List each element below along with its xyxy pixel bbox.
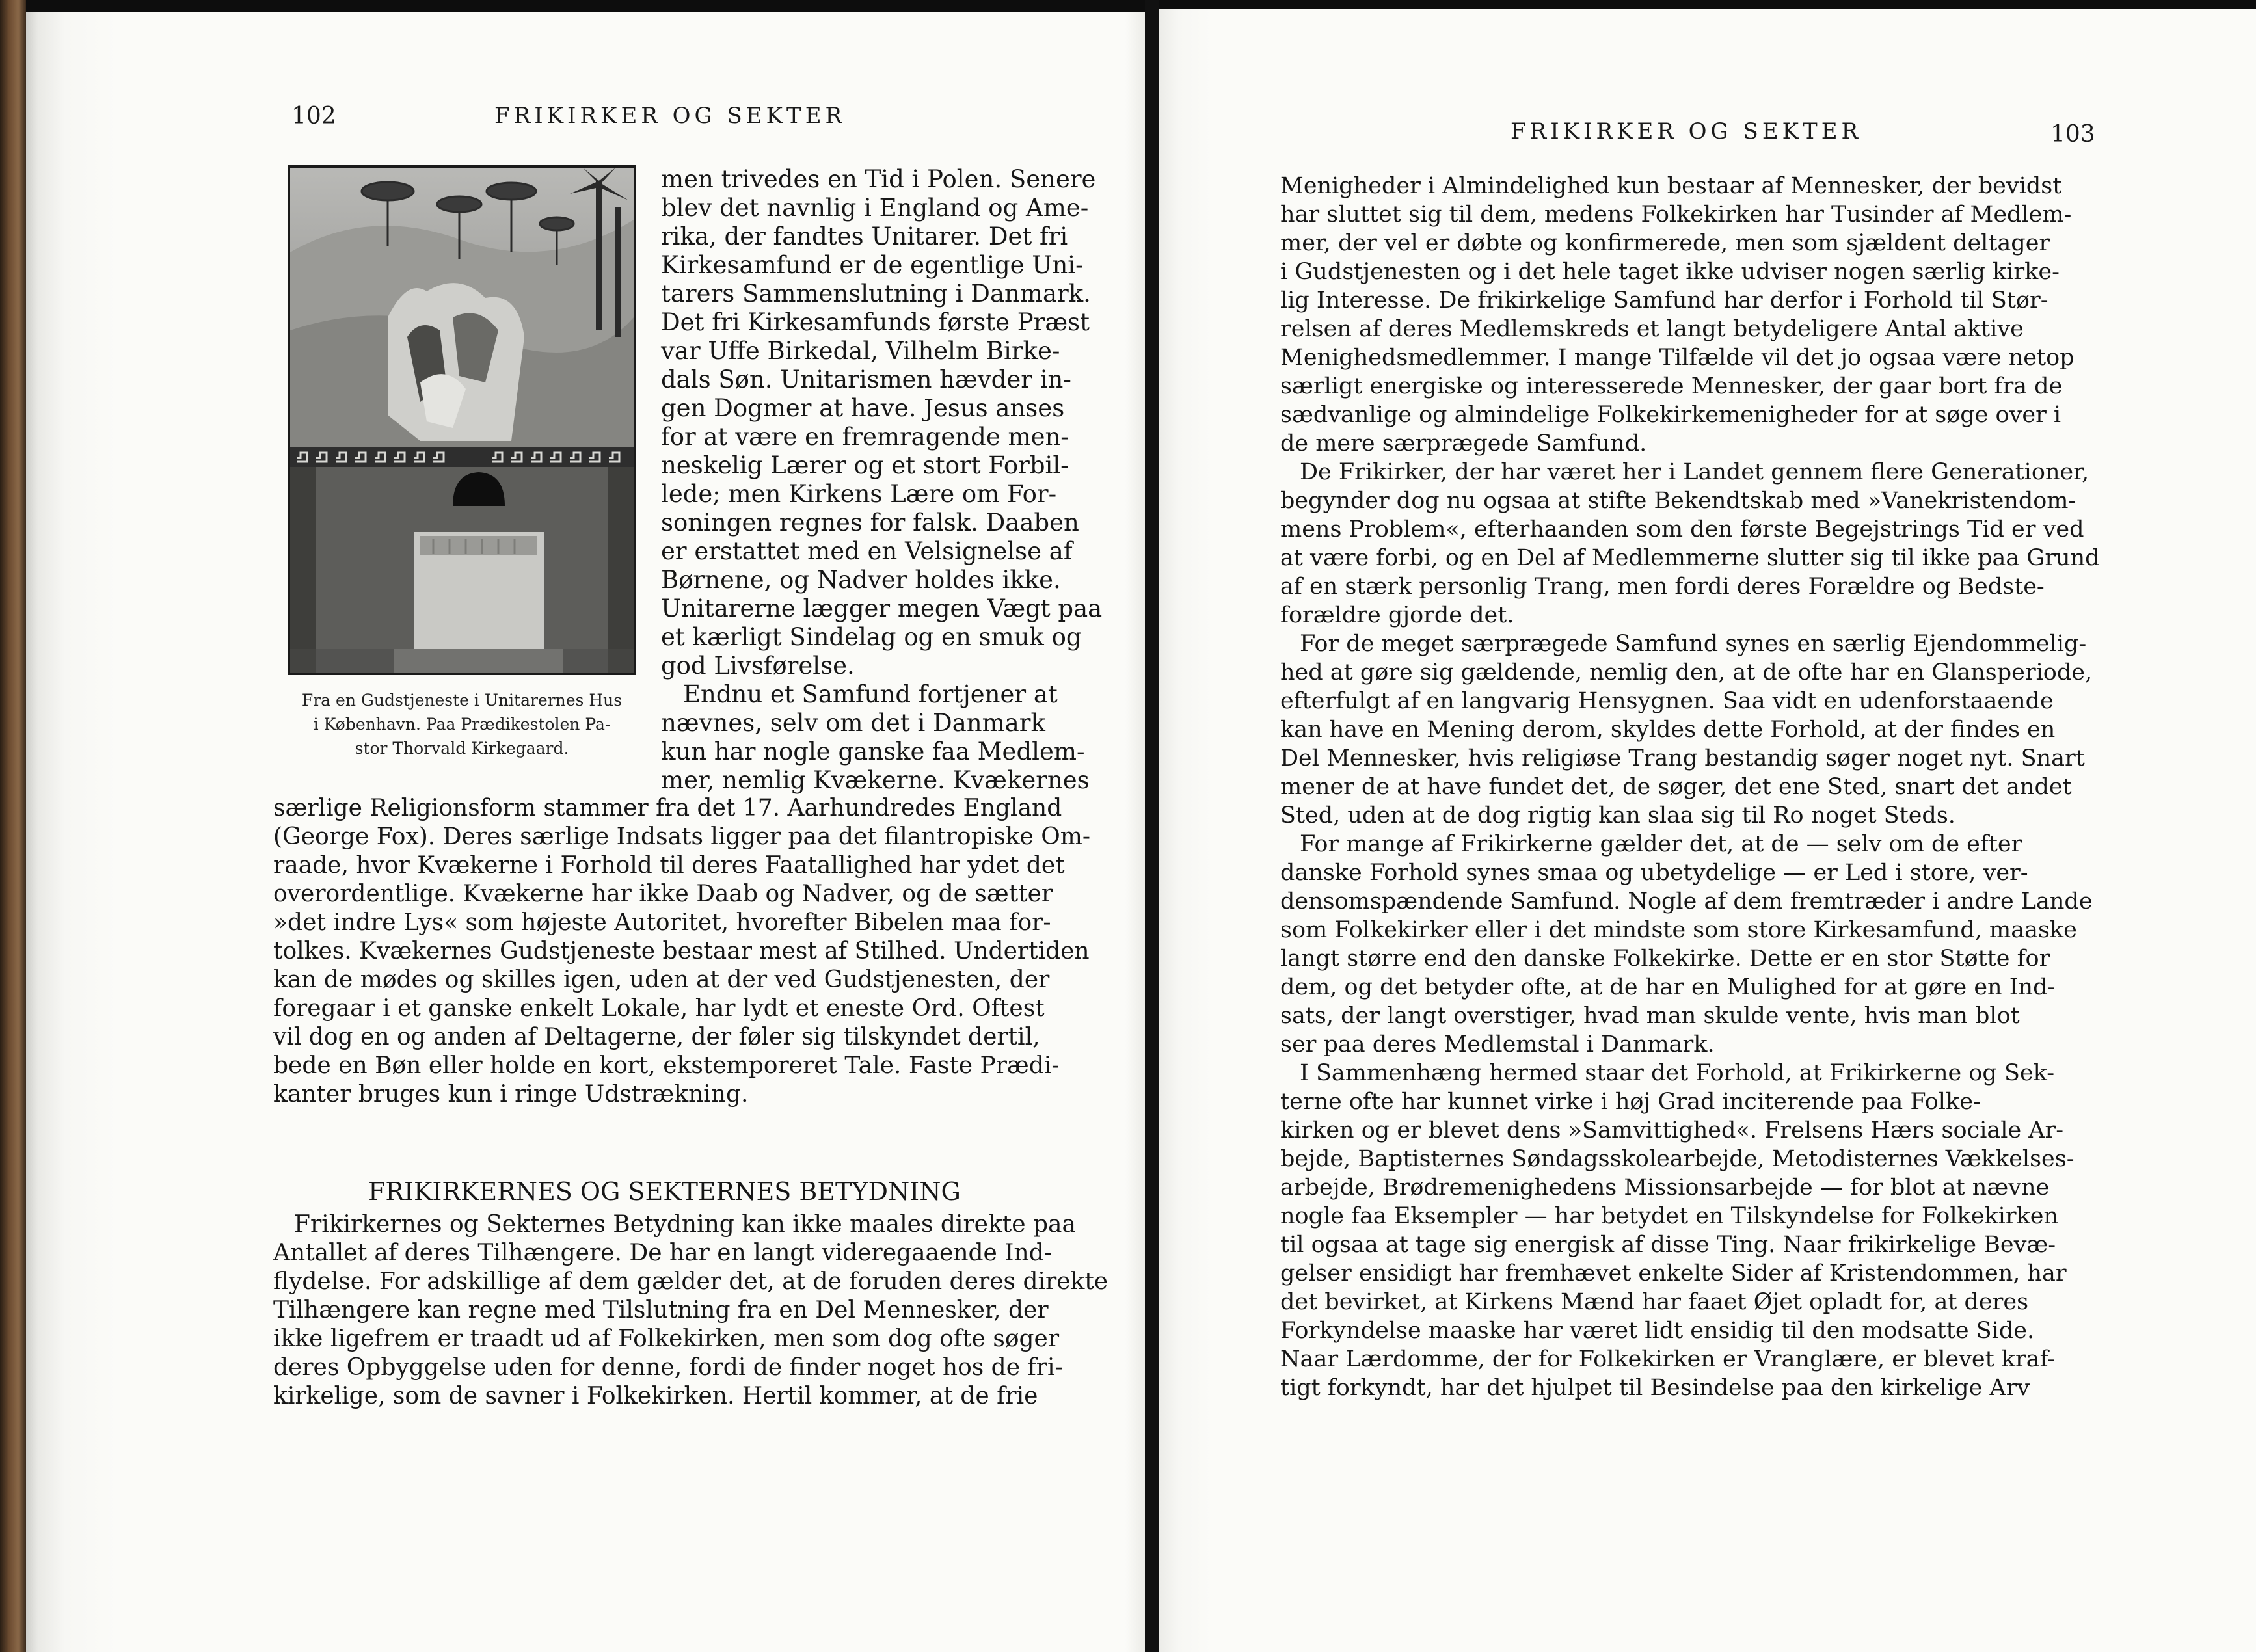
body-text-line: Tilhængere kan regne med Tilslutning fra en Del Mennesker, der: [273, 1297, 1049, 1324]
body-text-line: sats, der langt overstiger, hvad man skulde vente, hvis man blot: [1280, 1003, 2020, 1029]
column-text-line: var Uffe Birkedal, Vilhelm Birke-: [661, 337, 1060, 365]
body-text-line: begynder dog nu ogsaa at stifte Bekendtskab med »Vanekristendom-: [1280, 488, 2076, 514]
body-text-line: Antallet af deres Tilhængere. De har en langt videregaaende Ind-: [273, 1240, 1052, 1266]
body-text-line: »det indre Lys« som højeste Autoritet, hvorefter Bibelen maa for-: [273, 909, 1051, 936]
body-text-line: Naar Lærdomme, der for Folkekirken er Vranglære, er blevet kraf-: [1280, 1346, 2056, 1372]
body-text-line: For mange af Frikirkerne gælder det, at de — selv om de efter: [1300, 831, 2022, 857]
body-text-line: efterfulgt af en langvarig Hensygnen. Saa vidt en udenforstaaende: [1280, 688, 2054, 714]
body-text-line: tigt forkyndt, har det hjulpet til Besindelse paa den kirkelige Arv: [1280, 1375, 2030, 1401]
section-title: FRIKIRKERNES OG SEKTERNES BETYDNING: [368, 1177, 961, 1206]
body-text-line: bede en Bøn eller holde en kort, ekstemporeret Tale. Faste Prædi-: [273, 1052, 1060, 1079]
body-text-line: bejde, Baptisternes Søndagsskolearbejde, Metodisternes Vækkelses-: [1280, 1146, 2075, 1172]
body-text-line: kan have en Mening derom, skyldes dette Forhold, at der findes en: [1280, 717, 2056, 743]
body-text-line: kirken og er blevet dens »Samvittighed«. Frelsens Hærs sociale Ar-: [1280, 1117, 2064, 1143]
column-text-line: god Livsførelse.: [661, 652, 855, 680]
body-text-line: ikke ligefrem er traadt ud af Folkekirken, men som dog ofte søger: [273, 1326, 1060, 1352]
body-text-line: hed at gøre sig gældende, nemlig den, at de ofte har en Glansperiode,: [1280, 659, 2093, 686]
column-text-line: neskelig Lærer og et stort Forbil-: [661, 451, 1069, 479]
photo-caption-line: stor Thorvald Kirkegaard.: [355, 739, 569, 758]
column-text-line: Endnu et Samfund fortjener at: [683, 680, 1058, 708]
column-text-line: blev det navnlig i England og Ame-: [661, 194, 1089, 222]
column-text-line: Kirkesamfund er de egentlige Uni-: [661, 251, 1084, 279]
column-text-line: mer, nemlig Kvækerne. Kvækernes: [661, 766, 1090, 794]
body-text-line: de mere særprægede Samfund.: [1280, 431, 1647, 457]
photo-caption-line: i København. Paa Prædikestolen Pa-: [313, 715, 611, 734]
body-text-line: Menigheder i Almindelighed kun bestaar af Mennesker, der bevidst: [1280, 173, 2062, 199]
body-text-line: mer, der vel er døbte og konfirmerede, men som sjældent deltager: [1280, 230, 2050, 256]
book-gutter: [1145, 0, 1159, 1652]
body-text-line: (George Fox). Deres særlige Indsats ligger paa det filantropiske Om-: [273, 823, 1091, 850]
body-text-line: arbejde, Brødremenighedens Missionsarbejde — for blot at nævne: [1280, 1175, 2050, 1201]
body-text-line: kanter bruges kun i ringe Udstrækning.: [273, 1081, 749, 1108]
body-text-line: sædvanlige og almindelige Folkekirkemenigheder for at søge over i: [1280, 402, 2061, 428]
body-text-line: Forkyndelse maaske har været lidt ensidig til den modsatte Side.: [1280, 1318, 2035, 1344]
body-text-line: Menighedsmedlemmer. I mange Tilfælde vil det jo ogsaa være netop: [1280, 345, 2075, 371]
column-text-line: men trivedes en Tid i Polen. Senere: [661, 165, 1096, 193]
body-text-line: overordentlige. Kvækerne har ikke Daab og Nadver, og de sætter: [273, 881, 1053, 907]
body-text-line: Sted, uden at de dog rigtig kan slaa sig til Ro noget Steds.: [1280, 803, 1955, 829]
book-spine-edge: [0, 0, 26, 1652]
column-text-line: gen Dogmer at have. Jesus anses: [661, 394, 1065, 422]
body-text-line: nogle faa Eksempler — har betydet en Tilskyndelse for Folkekirken: [1280, 1203, 2059, 1229]
body-text-line: at være forbi, og en Del af Medlemmerne slutter sig til ikke paa Grund: [1280, 545, 2100, 571]
column-text-line: for at være en fremragende men-: [661, 423, 1069, 451]
page-number: 103: [2050, 121, 2095, 148]
body-text-line: det bevirket, at Kirkens Mænd har faaet Øjet opladt for, at deres: [1280, 1289, 2029, 1315]
body-text-line: deres Opbyggelse uden for denne, fordi de finder noget hos de fri-: [273, 1354, 1063, 1381]
column-text-line: er erstattet med en Velsignelse af: [661, 537, 1073, 565]
body-text-line: relsen af deres Medlemskreds et langt betydeligere Antal aktive: [1280, 316, 2024, 342]
body-text-line: langt større end den danske Folkekirke. Dette er en stor Støtte for: [1280, 946, 2050, 972]
column-text-line: tarers Sammenslutning i Danmark.: [661, 280, 1091, 308]
body-text-line: særligt energiske og interesserede Mennesker, der gaar bort fra de: [1280, 373, 2063, 399]
body-text-line: dem, og det betyder ofte, at de har en Mulighed for at gøre en Ind-: [1280, 974, 2056, 1000]
right-page: [1159, 9, 2256, 1652]
column-text-line: nævnes, selv om det i Danmark: [661, 709, 1045, 737]
body-text-line: raade, hvor Kvækerne i Forhold til deres Faatallighed har ydet det: [273, 852, 1065, 879]
body-text-line: som Folkekirker eller i det mindste som store Kirkesamfund, maaske: [1280, 917, 2077, 943]
body-text-line: tolkes. Kvækernes Gudstjeneste bestaar mest af Stilhed. Undertiden: [273, 938, 1090, 965]
body-text-line: flydelse. For adskillige af dem gælder det, at de foruden deres direkte: [273, 1268, 1108, 1295]
church-service-photo: [288, 165, 636, 675]
body-text-line: kan de mødes og skilles igen, uden at der ved Gudstjenesten, der: [273, 966, 1050, 993]
body-text-line: kirkelige, som de savner i Folkekirken. Hertil kommer, at de frie: [273, 1383, 1038, 1409]
body-text-line: har sluttet sig til dem, medens Folkekirken har Tusinder af Medlem-: [1280, 202, 2072, 228]
body-text-line: forældre gjorde det.: [1280, 602, 1514, 628]
body-text-line: vil dog en og anden af Deltagerne, der føler sig tilskyndet dertil,: [273, 1024, 1040, 1050]
body-text-line: De Frikirker, der har været her i Landet gennem flere Generationer,: [1300, 459, 2089, 485]
column-text-line: Børnene, og Nadver holdes ikke.: [661, 566, 1061, 594]
column-text-line: dals Søn. Unitarismen hævder in-: [661, 366, 1071, 393]
body-text-line: i Gudstjenesten og i det hele taget ikke udviser nogen særlig kirke-: [1280, 259, 2060, 285]
photo-caption-line: Fra en Gudstjeneste i Unitarernes Hus: [301, 691, 623, 710]
column-text-line: Det fri Kirkesamfunds første Præst: [661, 308, 1090, 336]
body-text-line: ser paa deres Medlemstal i Danmark.: [1280, 1032, 1715, 1058]
body-text-line: særlige Religionsform stammer fra det 17. Aarhundredes England: [273, 795, 1062, 821]
column-text-line: et kærligt Sindelag og en smuk og: [661, 623, 1082, 651]
column-text-line: soningen regnes for falsk. Daaben: [661, 509, 1079, 537]
left-page: [26, 12, 1145, 1652]
running-head: FRIKIRKER OG SEKTER: [1511, 118, 1862, 144]
body-text-line: danske Forhold synes smaa og ubetydelige — er Led i store, ver-: [1280, 860, 2028, 886]
body-text-line: til ogsaa at tage sig energisk af disse Ting. Naar frikirkelige Bevæ-: [1280, 1232, 2056, 1258]
column-text-line: rika, der fandtes Unitarer. Det fri: [661, 222, 1068, 250]
body-text-line: mener de at have fundet det, de søger, det ene Sted, snart det andet: [1280, 774, 2072, 800]
body-text-line: af en stærk personlig Trang, men fordi deres Forældre og Bedste-: [1280, 574, 2045, 600]
body-text-line: foregaar i et ganske enkelt Lokale, har lydt et eneste Ord. Oftest: [273, 995, 1045, 1022]
body-text-line: mens Problem«, efterhaanden som den første Begejstrings Tid er ved: [1280, 516, 2084, 542]
column-text-line: lede; men Kirkens Lære om For-: [661, 480, 1057, 508]
body-text-line: terne ofte har kunnet virke i høj Grad inciterende paa Folke-: [1280, 1089, 1981, 1115]
body-text-line: Del Mennesker, hvis religiøse Trang bestandig søger noget nyt. Snart: [1280, 745, 2085, 771]
column-text-line: Unitarerne lægger megen Vægt paa: [661, 594, 1103, 622]
body-text-line: For de meget særprægede Samfund synes en særlig Ejendommelig-: [1300, 631, 2087, 657]
body-text-line: lig Interesse. De frikirkelige Samfund har derfor i Forhold til Stør-: [1280, 287, 2048, 313]
running-head: FRIKIRKER OG SEKTER: [494, 103, 846, 129]
column-text-line: kun har nogle ganske faa Medlem-: [661, 738, 1085, 766]
body-text-line: Frikirkernes og Sekternes Betydning kan ikke maales direkte paa: [294, 1211, 1076, 1238]
body-text-line: gelser ensidigt har fremhævet enkelte Sider af Kristendommen, har: [1280, 1260, 2067, 1286]
body-text-line: densomspændende Samfund. Nogle af dem fremtræder i andre Lande: [1280, 888, 2093, 914]
body-text-line: I Sammenhæng hermed staar det Forhold, at Frikirkerne og Sek-: [1300, 1060, 2055, 1086]
page-number: 102: [291, 103, 336, 129]
